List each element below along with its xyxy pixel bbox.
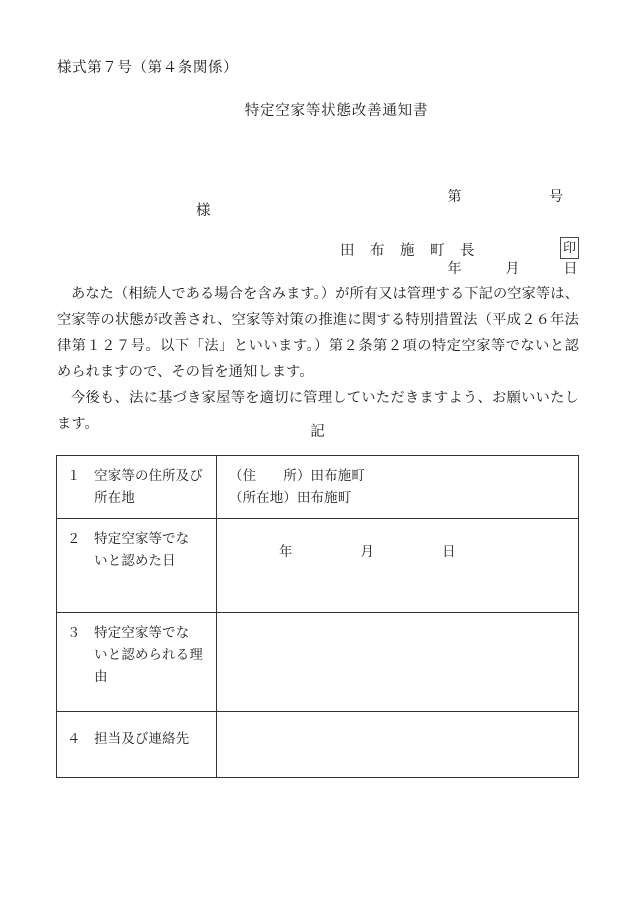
label-line: １ 空家等の住所及び: [67, 468, 203, 483]
label-line: いと認めた日: [67, 553, 176, 568]
information-table: [56, 455, 579, 778]
table-row-label: [57, 519, 217, 613]
label-line: ３ 特定空家等でな: [67, 625, 190, 640]
table-row: [57, 712, 579, 778]
body-text: [57, 281, 579, 437]
issuer-name: 田 布 施 町 長: [340, 243, 475, 259]
form-number: 様式第７号（第４条関係）: [57, 60, 239, 76]
table-row: [57, 456, 579, 519]
table-row-value: [217, 519, 579, 613]
value-line: （所在地）田布施町: [229, 490, 352, 505]
label-line: ４ 担当及び連絡先: [67, 731, 190, 746]
value-line: （住 所）田布施町: [229, 468, 365, 483]
label-line: ２ 特定空家等でな: [67, 531, 190, 546]
label-line: 所在地: [67, 490, 135, 505]
reference-date-line: 年 月 日: [447, 262, 578, 277]
label-line: 由: [67, 669, 108, 684]
table-row-value: [217, 712, 579, 778]
label-line: いと認められる理: [67, 647, 203, 662]
reference-number-line: 第 号: [447, 190, 564, 205]
table-row-value: [217, 613, 579, 712]
value-line: 年 月 日: [279, 544, 456, 559]
record-heading: [0, 420, 630, 441]
table-row-label: [57, 712, 217, 778]
record-heading-text: 記: [310, 424, 326, 440]
table-row: [57, 613, 579, 712]
table-row-label: [57, 613, 217, 712]
table-row: [57, 519, 579, 613]
addressee-suffix: 様: [196, 203, 211, 219]
document-title-text: 特定空家等状態改善通知書: [244, 103, 429, 119]
seal-stamp-box: 印: [560, 237, 579, 259]
body-paragraph-2: 今後も、法に基づき家屋等を適切に管理していただきますよう、お願いいたします。: [57, 390, 579, 432]
table-row-label: [57, 456, 217, 519]
table-row-value: [217, 456, 579, 519]
body-paragraph-1: あなた（相続人である場合を含みます。）が所有又は管理する下記の空家等は、空家等の状態が改善され、空家等対策の推進に関する特別措置法（平成２６年法律第１２７号。以下「法」といいます。）第２条第２項の特定空家等でないと認められますので、その旨を通知します。: [57, 286, 579, 380]
document-title: [0, 99, 630, 120]
